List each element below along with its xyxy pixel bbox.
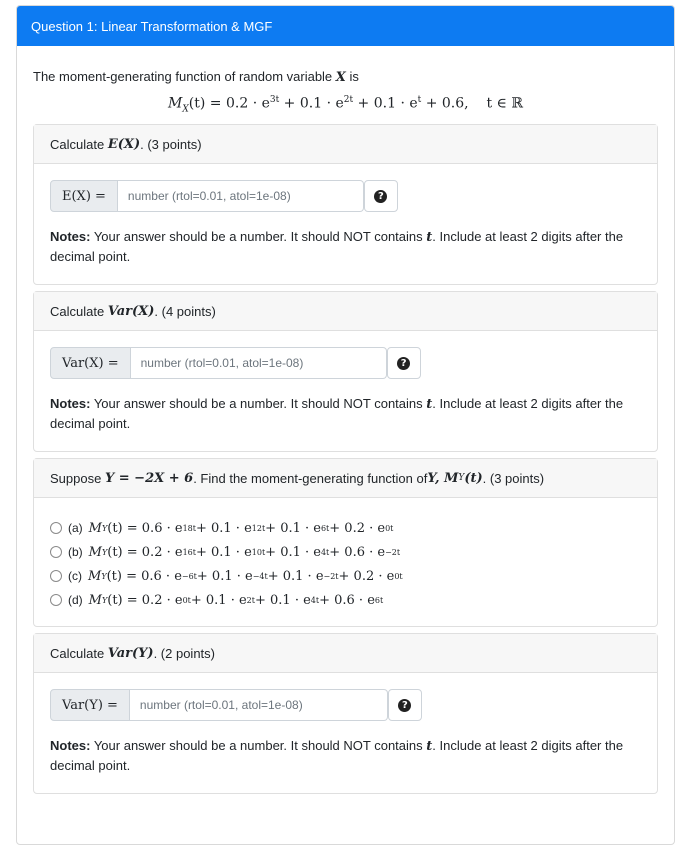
mgf-y-options	[34, 498, 657, 626]
variance-x-input[interactable]	[131, 347, 387, 379]
part-expectation-body	[34, 164, 657, 284]
question-circle-icon: ?	[374, 190, 387, 203]
variance-x-input-group	[50, 347, 641, 379]
variance-x-notes: Notes: Your answer should be a number. It should NOT contains t. Include at least 2 digits after the decimal point.	[50, 396, 624, 432]
part-mgf-y	[33, 458, 658, 627]
option-c[interactable]: (c) M Y (t) = 0.6 · e −6t + 0.1 · e −4t + 0.1 · e −2t + 0.2 · e 0t	[50, 564, 641, 588]
radio-option-a[interactable]	[50, 522, 62, 534]
variance-y-help-button[interactable]	[388, 689, 422, 721]
intro-text: The moment-generating function of random variable X is	[33, 69, 359, 85]
expectation-prefix: E(X) =	[50, 180, 118, 212]
part-expectation-title: Calculate E(X) . (3 points)	[34, 125, 657, 164]
question-circle-icon: ?	[398, 699, 411, 712]
expectation-help-button[interactable]	[364, 180, 398, 212]
option-d[interactable]: (d) M Y (t) = 0.2 · e 0t + 0.1 · e 2t + 0.1 · e 4t + 0.6 · e 6t	[50, 588, 641, 612]
question-body	[17, 68, 674, 794]
question-circle-icon: ?	[397, 357, 410, 370]
variance-x-prefix: Var(X) =	[50, 347, 131, 379]
question-card	[16, 5, 675, 845]
part-mgf-y-title: Suppose Y = −2X + 6 . Find the moment-generating function of Y, M Y (t) . (3 points)	[34, 459, 657, 498]
part-variance-y	[33, 633, 658, 794]
expectation-input-group	[50, 180, 641, 212]
variance-y-prefix: Var(Y) =	[50, 689, 130, 721]
part-variance-x-body	[34, 331, 657, 451]
radio-option-b[interactable]	[50, 546, 62, 558]
part-expectation	[33, 124, 658, 285]
expectation-notes: Notes: Your answer should be a number. It should NOT contains t. Include at least 2 digits after the decimal point.	[50, 229, 624, 265]
radio-option-d[interactable]	[50, 594, 62, 606]
variance-y-notes: Notes: Your answer should be a number. It should NOT contains t. Include at least 2 digits after the decimal point.	[50, 738, 624, 774]
expectation-input[interactable]	[118, 180, 364, 212]
variance-y-input-group	[50, 689, 641, 721]
option-a[interactable]: (a) M Y (t) = 0.6 · e 18t + 0.1 · e 12t + 0.1 · e 6t + 0.2 · e 0t	[50, 516, 641, 540]
part-variance-x	[33, 291, 658, 452]
part-variance-y-body	[34, 673, 657, 793]
option-b[interactable]: (b) M Y (t) = 0.2 · e 16t + 0.1 · e 10t + 0.1 · e 4t + 0.6 · e −2t	[50, 540, 641, 564]
part-variance-x-title: Calculate Var(X) . (4 points)	[34, 292, 657, 331]
question-header	[17, 6, 674, 46]
mgf-formula: $M_X(t) = 0.2 \cdot e^{3t} + 0.1 \cdot e^{2t} + 0.1 \cdot e^t + 0.6$, t ∈ ℝ	[168, 95, 523, 115]
part-variance-y-title: Calculate Var(Y) . (2 points)	[34, 634, 657, 673]
question-title: Question 1: Linear Transformation & MGF	[31, 18, 273, 34]
variance-x-help-button[interactable]	[387, 347, 421, 379]
radio-option-c[interactable]	[50, 570, 62, 582]
variance-y-input[interactable]	[130, 689, 388, 721]
